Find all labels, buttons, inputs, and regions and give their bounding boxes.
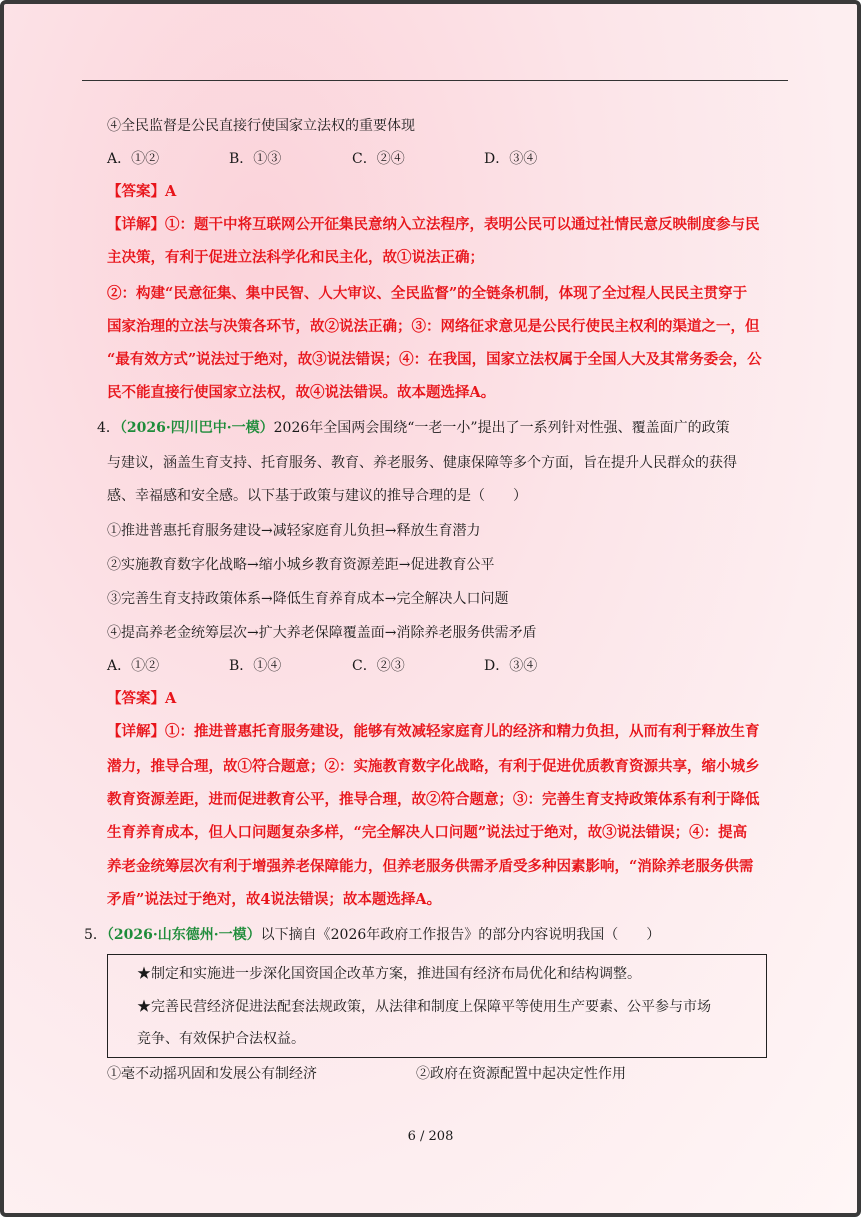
q3-option-d: D．③④ xyxy=(484,151,538,167)
page-number: 6 / 208 xyxy=(407,1129,454,1144)
q3-item-4: ④全民监督是公民直接行使国家立法权的重要体现 xyxy=(107,118,415,134)
q3-detail-line: 国家治理的立法与决策各环节，故②说法正确；③：网络征求意见是公民行使民主权利的渠道之一，但 xyxy=(107,318,760,335)
q3-detail-line: 主决策，有利于促进立法科学化和民主化，故①说法正确； xyxy=(107,249,484,266)
q3-option-b: B．①③ xyxy=(229,151,282,167)
q4-item-4: ④提高养老金统筹层次→扩大养老保障覆盖面→消除养老服务供需矛盾 xyxy=(107,625,537,641)
q4-item-2: ②实施教育数字化战略→缩小城乡教育资源差距→促进教育公平 xyxy=(107,557,495,573)
q5-source: （2026·山东德州·一模） xyxy=(106,927,261,943)
q4-item-1: ①推进普惠托育服务建设→减轻家庭育儿负担→释放生育潜力 xyxy=(107,523,481,539)
q4-stem-line: 与建议，涵盖生育支持、托育服务、教育、养老服务、健康保障等多个方面，旨在提升人民群众的获得 xyxy=(107,455,737,471)
q4-stem-line: 2026年全国两会围绕“一老一小”提出了一系列针对性强、覆盖面广的政策 xyxy=(273,420,730,436)
q5-item-2: ②政府在资源配置中起决定性作用 xyxy=(416,1066,626,1082)
q4-detail-line: 教育资源差距，进而促进教育公平，推导合理，故②符合题意；③：完善生育支持政策体系有利于降低 xyxy=(107,791,760,808)
q3-option-c: C．②④ xyxy=(352,151,405,167)
q4-detail-line: 养老金统筹层次有利于增强养老保障能力，但养老服务供需矛盾受多种因素影响，“消除养老服务供需 xyxy=(107,858,754,875)
q4-stem-line: 感、幸福感和安全感。以下基于政策与建议的推导合理的是（ ） xyxy=(107,488,527,504)
q5-box-line: 竞争、有效保护合法权益。 xyxy=(137,1031,305,1047)
q5-box-line: ★完善民营经济促进法配套法规政策，从法律和制度上保障平等使用生产要素、公平参与市场 xyxy=(137,999,711,1015)
q5-header xyxy=(84,925,660,945)
q4-detail-line: 矛盾”说法过于绝对，故4说法错误；故本题选择A。 xyxy=(107,891,442,908)
q3-detail-line: “最有效方式”说法过于绝对，故③说法错误；④：在我国，国家立法权属于全国人大及其常务委会，公 xyxy=(107,351,762,368)
q3-option-a: A．①② xyxy=(107,151,160,167)
q4-number: 4． xyxy=(97,420,120,436)
q3-detail-line: 【详解】①：题干中将互联网公开征集民意纳入立法程序，表明公民可以通过社情民意反映制度参与民 xyxy=(107,216,760,233)
q4-option-d: D．③④ xyxy=(484,658,538,674)
q5-number: 5． xyxy=(84,927,107,943)
q4-answer: 【答案】A xyxy=(107,690,177,707)
q3-detail-line: ②：构建“民意征集、集中民智、人大审议、全民监督”的全链条机制，体现了全过程人民民主贯穿于 xyxy=(107,285,748,302)
header-rule xyxy=(82,80,788,81)
q4-detail-line: 潜力，推导合理，故①符合题意；②：实施教育数字化战略，有利于促进优质教育资源共享，缩小城乡 xyxy=(107,758,760,775)
q3-answer: 【答案】A xyxy=(107,183,177,200)
q4-detail-line: 生育养育成本，但人口问题复杂多样，“完全解决人口问题”说法过于绝对，故③说法错误；④：提高 xyxy=(107,824,748,841)
q4-option-c: C．②③ xyxy=(352,658,405,674)
q4-header xyxy=(97,418,730,438)
q5-box-line: ★制定和实施进一步深化国资国企改革方案，推进国有经济布局优化和结构调整。 xyxy=(137,966,641,982)
q3-detail-line: 民不能直接行使国家立法权，故④说法错误。故本题选择A。 xyxy=(107,384,496,401)
q4-option-b: B．①④ xyxy=(229,658,282,674)
q4-option-a: A．①② xyxy=(107,658,160,674)
q4-item-3: ③完善生育支持政策体系→降低生育养育成本→完全解决人口问题 xyxy=(107,591,509,607)
q4-source: （2026·四川巴中·一模） xyxy=(119,420,274,436)
q5-item-1: ①毫不动摇巩固和发展公有制经济 xyxy=(107,1066,317,1082)
q4-detail-line: 【详解】①：推进普惠托育服务建设，能够有效减轻家庭育儿的经济和精力负担，从而有利于释放生育 xyxy=(107,723,760,740)
q5-stem: 以下摘自《2026年政府工作报告》的部分内容说明我国（ ） xyxy=(260,927,661,943)
